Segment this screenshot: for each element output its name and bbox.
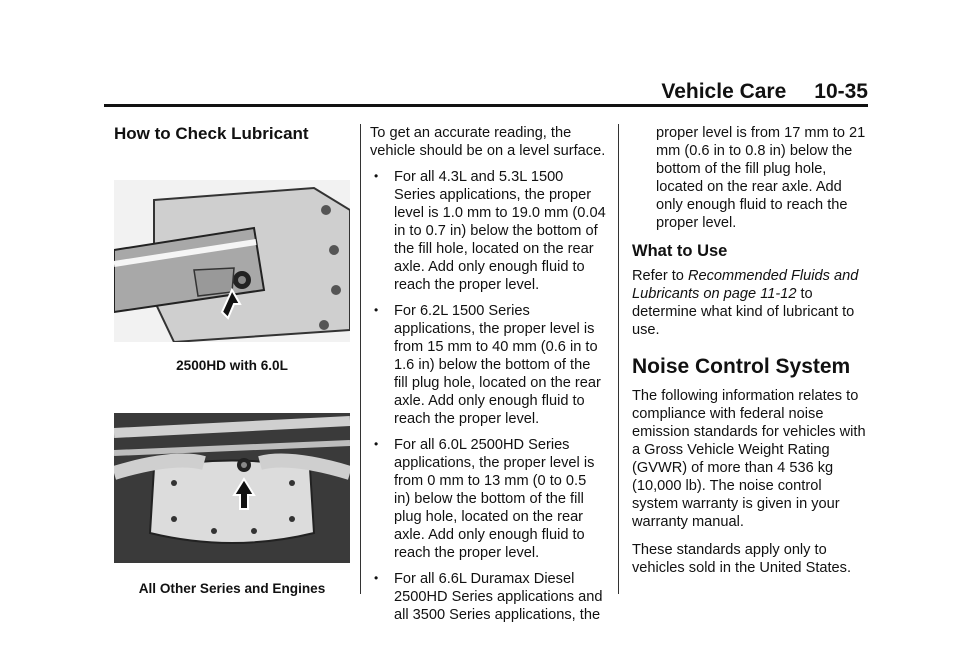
what-to-use-heading: What to Use [632,242,728,260]
list-item: • For all 6.6L Duramax Diesel 2500HD Series applications and all 3500 Series applications, the [374,571,603,623]
column-middle [370,124,606,632]
column-divider-2 [618,124,619,594]
section-title: Vehicle Care [661,80,787,103]
refer-paragraph: Refer to Recommended Fluids and Lubricants on page 11-12 to determine what kind of lubricant to use. [632,268,859,338]
column-right [632,124,870,577]
page-number: 10-35 [814,80,868,103]
column-left [114,124,350,596]
axle-photo-2500hd [114,180,350,342]
level-bullet-list [370,168,606,624]
cross-reference-link[interactable]: Recommended Fluids and Lubricants on page 11-12 [632,268,859,302]
header-rule [104,104,868,107]
page-header [104,80,868,104]
list-item: • For all 6.0L 2500HD Series applications, the proper level is from 0 mm to 13 mm (0 to 0.5 in) below the bottom of the fill plug hole, located on the rear axle. Add only enough fluid to reach the proper level. [374,437,595,561]
noise-paragraph-1: The following information relates to compliance with federal noise emission standards for vehicles with a Gross Vehicle Weight Rating (GVWR) of more than 4 536 kg (10,000 lb). The noise control system warranty is given in your warranty manual. [632,388,866,530]
intro-paragraph: To get an accurate reading, the vehicle should be on a level surface. [370,125,606,159]
list-item: • For 6.2L 1500 Series applications, the proper level is from 15 mm to 40 mm (0.6 in to 1.6 in) below the bottom of the fill plug hole, located on the rear axle. Add only enough fluid to reach the proper level. [374,303,601,427]
axle-photo-other [114,413,350,563]
noise-control-heading: Noise Control System [632,355,851,378]
noise-paragraph-2: These standards apply only to vehicles sold in the United States. [632,542,852,576]
photo-caption-2: All Other Series and Engines [138,581,326,596]
list-item: • For all 4.3L and 5.3L 1500 Series applications, the proper level is 1.0 mm to 19.0 mm (0.04 in to 0.7 in) below the bottom of the fill hole, located on the rear axle. Add only enough fluid to reach the proper level. [374,169,606,293]
column-divider-1 [360,124,361,594]
check-lubricant-heading: How to Check Lubricant [114,124,309,143]
bullet-continuation: proper level is from 17 mm to 21 mm (0.6 in to 0.8 in) below the bottom of the fill plug hole, located on the rear axle. Add only enough fluid to reach the proper level. [656,125,866,231]
photo-caption-1: 2500HD with 6.0L [176,358,288,373]
